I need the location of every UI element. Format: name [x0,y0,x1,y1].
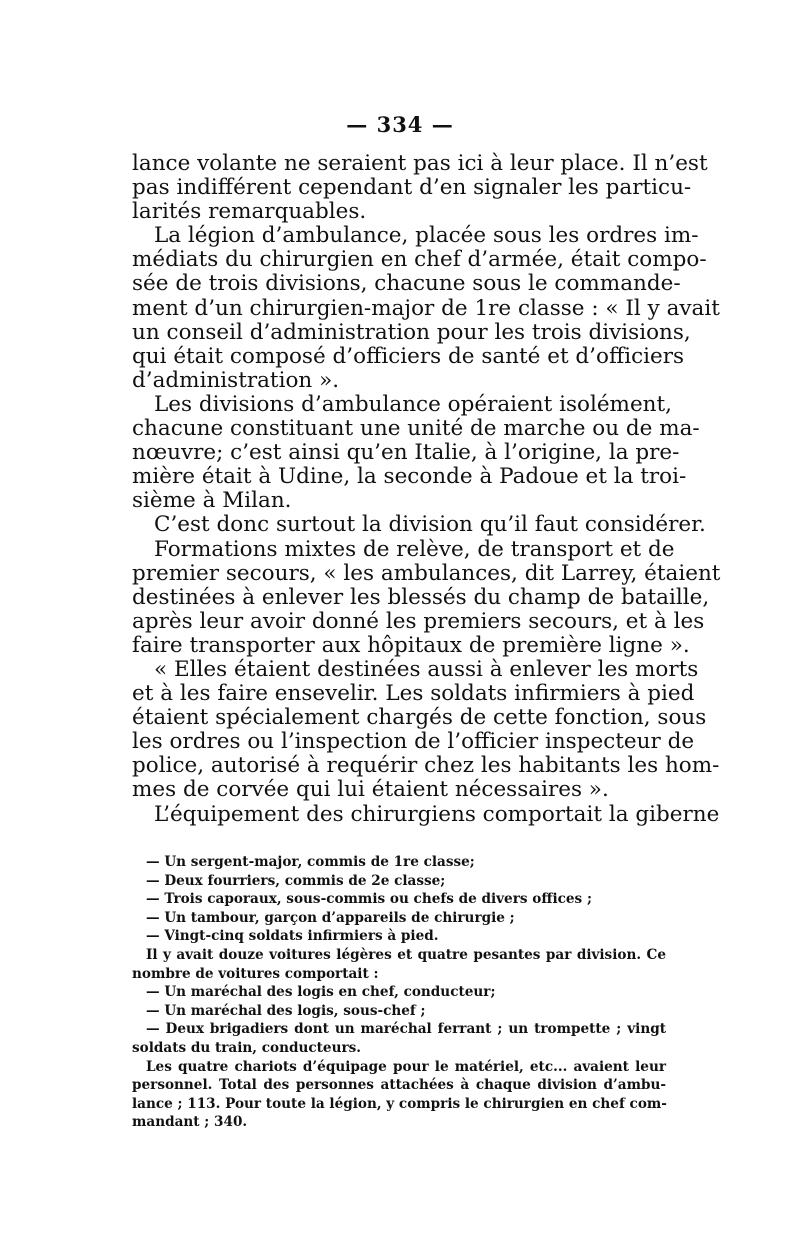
footnote-line: — Deux fourriers, commis de 2e classe; [146,872,446,889]
text-line: premier secours, « les ambulances, dit Larrey, étaient [132,560,721,586]
text-line: larités remarquables. [132,199,367,225]
footnote-line: — Un sergent-major, commis de 1re classe; [146,854,475,870]
footnote-line: — Un maréchal des logis en chef, conducteur; [146,984,496,1001]
text-line: un conseil d’administration pour les trois divisions, [132,319,691,345]
footnote-line: mandant ; 340. [132,1114,248,1131]
footnote-line: — Trois caporaux, sous-commis ou chefs de divers offices ; [146,891,592,908]
text-line: mière était à Udine, la seconde à Padoue et la troi- [132,464,687,490]
text-line: Formations mixtes de relève, de transport et de [154,536,675,562]
footnote-line: — Un maréchal des logis, sous-chef ; [146,1002,426,1019]
footnotes [132,853,666,1132]
text-line: après leur avoir donné les premiers secours, et à les [132,608,705,634]
footnote-line: Il y avait douze voitures légères et quatre pesantes par division. Ce [146,946,666,963]
text-line: faire transporter aux hôpitaux de première ligne ». [132,632,690,658]
text-line: sée de trois divisions, chacune sous le commande- [132,271,681,297]
page-number: — 334 — [346,112,454,137]
text-line: pas indifférent cependant d’en signaler les particu- [132,175,692,201]
text-line: chacune constituant une unité de marche ou de ma- [132,416,700,442]
text-line: Les divisions d’ambulance opéraient isolément, [154,391,672,417]
footnote-line: Les quatre chariots d’équipage pour le matériel, etc... avaient leur [146,1058,666,1075]
text-line: qui était composé d’officiers de santé et d’officiers [132,343,685,369]
text-line: médiats du chirurgien en chef d’armée, était compo- [132,247,707,273]
text-line: et à les faire ensevelir. Les soldats infirmiers à pied [132,681,695,707]
footnote-line: nombre de voitures comportait : [132,965,379,982]
text-line: sième à Milan. [132,488,292,514]
footnote-line: — Un tambour, garçon d’appareils de chirurgie ; [146,909,515,926]
text-line: police, autorisé à requérir chez les habitants les hom- [132,753,720,779]
text-line: L’équipement des chirurgiens comportait la giberne [154,801,720,827]
text-line: destinées à enlever les blessés du champ de bataille, [132,584,710,610]
footnote-line: — Vingt-cinq soldats infirmiers à pied. [146,928,439,945]
main-text [132,151,721,827]
footnote-line: — Deux brigadiers dont un maréchal ferrant ; un trompette ; vingt [146,1021,666,1038]
text-line: lance volante ne seraient pas ici à leur place. Il n’est [132,151,708,176]
footnote-line: soldats du train, conducteurs. [132,1039,361,1056]
text-line: les ordres ou l’inspection de l’officier inspecteur de [132,729,695,755]
text-line: nœuvre; c’est ainsi qu’en Italie, à l’origine, la pre- [132,440,680,466]
footnote-line: personnel. Total des personnes attachées à chaque division d’ambu- [132,1077,666,1094]
text-line: La légion d’ambulance, placée sous les ordres im- [154,223,699,249]
footnote-line: lance ; 113. Pour toute la légion, y compris le chirurgien en chef com- [132,1095,667,1112]
text-line: d’administration ». [132,367,340,393]
text-line: C’est donc surtout la division qu’il faut considérer. [154,512,706,538]
text-line: mes de corvée qui lui étaient nécessaires ». [132,777,609,803]
text-line: « Elles étaient destinées aussi à enlever les morts [154,656,699,682]
text-line: étaient spécialement chargés de cette fonction, sous [132,705,707,731]
text-line: ment d’un chirurgien-major de 1re classe : « Il y avait [132,295,720,321]
